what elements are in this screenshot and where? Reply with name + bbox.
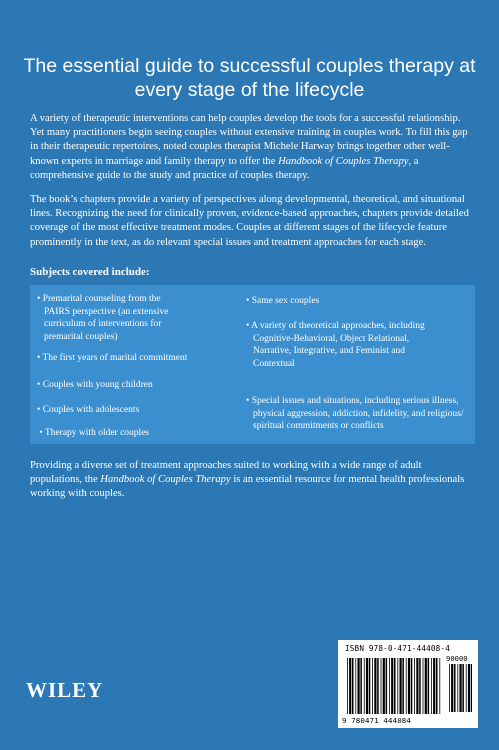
subject-line: • Special issues and situations, including serious illness,	[246, 396, 459, 406]
barcode-bar	[397, 658, 398, 714]
barcode-bar	[386, 658, 388, 714]
headline-line-1: The essential guide to successful couples therapy at	[23, 55, 476, 77]
subject-item-premarital	[37, 293, 168, 343]
closing-book-title: Handbook of Couples Therapy	[100, 474, 231, 486]
ean-barcode	[346, 658, 442, 714]
barcode-bar	[468, 664, 470, 712]
subjects-box	[30, 285, 475, 444]
barcode-bar	[454, 664, 456, 712]
subject-item-first-years: • The first years of marital commitment	[37, 353, 188, 363]
subject-line: PAIRS perspective (an extensive	[44, 306, 169, 317]
barcode-bar	[400, 658, 402, 714]
subject-line: Cognitive-Behavioral, Object Relational,	[253, 333, 410, 344]
chapters-paragraph: The book’s chapters provide a variety of perspectives along developmental, theoretical, and situational lines. Recognizing the need for clinically proven, evidence-based approaches, chapters provide detailed coverage of the most effective treatment modes. Couples at different stages of the lifecycle feature prominently in the text, as do relevant special issues and treatment approaches for each stage.	[30, 194, 469, 248]
barcode-bar	[460, 664, 462, 712]
subject-item-young-children: • Couples with young children	[37, 380, 153, 390]
barcode-bar	[347, 658, 348, 714]
closing-text-1: Providing a diverse set of treatment approaches suited to working with a wide range of adult populations, the	[30, 460, 422, 486]
barcode-bar	[406, 658, 407, 714]
barcode-bar	[394, 658, 396, 714]
intro-text-2: , a comprehensive guide to the study and practice of couples therapy.	[30, 155, 419, 181]
barcode-bar	[366, 658, 368, 714]
closing-text-2: is an essential resource for mental health professionals working with couples.	[30, 474, 465, 500]
barcode-bar	[416, 658, 418, 714]
headline-line-2: every stage of the lifecycle	[134, 79, 365, 101]
intro-paragraph	[30, 112, 475, 183]
subject-item-older-couples: • Therapy with older couples	[37, 428, 150, 438]
barcode-bar	[389, 658, 390, 714]
barcode-bar	[449, 664, 450, 712]
barcode-bar	[349, 658, 351, 714]
barcode-bar	[360, 658, 362, 714]
subject-line: • Premarital counseling from the	[37, 294, 161, 304]
subject-item-adolescents: • Couples with adolescents	[37, 405, 140, 415]
barcode-bar	[419, 658, 421, 714]
subject-item-special-issues	[246, 395, 463, 433]
barcode-bar	[425, 658, 427, 714]
barcode-bar	[451, 664, 453, 712]
closing-paragraph	[30, 459, 475, 502]
subject-line: • A variety of theoretical approaches, including	[246, 321, 425, 331]
barcode-bar	[383, 658, 385, 714]
barcode-bar	[391, 658, 393, 714]
barcode-bar	[439, 658, 440, 714]
price-code: 90000	[446, 654, 468, 663]
subject-line: Contextual	[253, 358, 295, 369]
barcode-bar	[457, 664, 458, 712]
subjects-heading: Subjects covered include:	[30, 266, 150, 278]
barcode-bar	[358, 658, 360, 714]
barcode-bar	[374, 658, 376, 714]
barcode-bar	[462, 664, 464, 712]
barcode-bar	[433, 658, 435, 714]
barcode-bar	[352, 658, 354, 714]
headline	[0, 54, 499, 102]
barcode-bar	[369, 658, 371, 714]
subject-line: spiritual commitments or conflicts	[253, 421, 384, 431]
barcode-bar	[428, 658, 430, 714]
barcode-bar	[355, 658, 356, 714]
barcode-bar	[381, 658, 382, 714]
subject-line: physical aggression, addiction, infidelity, and religious/	[253, 408, 464, 419]
barcode-panel	[338, 640, 478, 728]
intro-book-title: Handbook of Couples Therapy	[278, 155, 409, 167]
barcode-bar	[436, 658, 438, 714]
subject-line: curriculum of interventions for	[44, 319, 162, 329]
barcode-bar	[414, 658, 415, 714]
barcode-bar	[364, 658, 365, 714]
barcode-bar	[466, 664, 467, 712]
intro-text-1: A variety of therapeutic interventions can help couples develop the tools for a successful relationship. Yet many practitioners begin seeing couples without extensive training in couples work. To fill this gap in their therapeutic repertoires, noted couples therapist Michele Harway brings together other well-known experts in marriage and family therapy to offer the	[30, 113, 468, 167]
ean-digits: 9 780471 444084	[342, 716, 411, 725]
barcode-bar	[423, 658, 424, 714]
isbn-text: ISBN 978-0-471-44408-4	[345, 644, 450, 653]
subject-line: Narrative, Integrative, and Feminist and	[253, 346, 405, 356]
subject-line: premarital couples)	[44, 331, 118, 342]
barcode-bar	[471, 664, 472, 712]
subject-item-same-sex: • Same sex couples	[246, 296, 320, 306]
publisher-logo: WILEY	[26, 678, 104, 702]
barcode-bar	[372, 658, 373, 714]
barcode-bar	[377, 658, 379, 714]
barcode-bar	[431, 658, 432, 714]
addon-barcode	[448, 664, 472, 712]
subject-item-theoretical	[246, 320, 425, 370]
barcode-bar	[402, 658, 404, 714]
barcode-bar	[411, 658, 413, 714]
barcode-bar	[408, 658, 410, 714]
